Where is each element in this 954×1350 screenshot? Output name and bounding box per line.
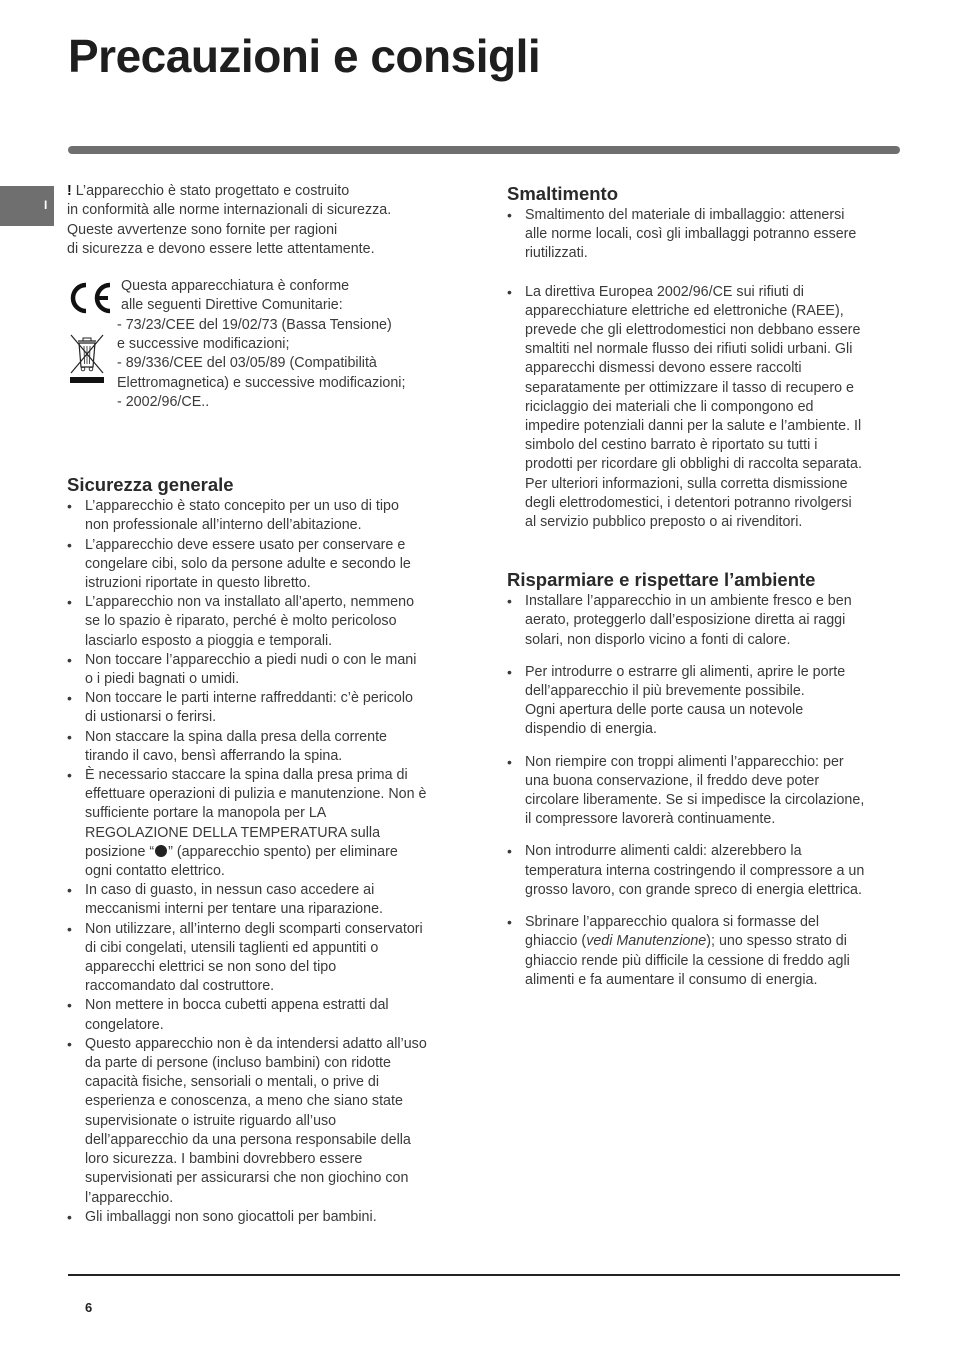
right-column [507,182,903,990]
footer-divider [68,1274,900,1276]
intro-line: di sicurezza e devono essere lette attentamente. [67,240,375,257]
compliance-line: - 89/336/CEE del 03/05/89 (Compatibilità [117,355,377,372]
left-column [67,182,459,1227]
page-number: 6 [85,1300,93,1315]
list-item: • L’apparecchio è stato concepito per un uso di tipo non professionale all’interno dell’abitazione. [67,497,459,535]
language-tab [0,186,54,226]
list-item: • Non staccare la spina dalla presa della corrente tirando il cavo, bensì afferrando la spina. [67,728,459,766]
section-heading-smaltimento: Smaltimento [507,183,619,204]
list-item: • Non toccare l’apparecchio a piedi nudi o con le mani o i piedi bagnati o umidi. [67,651,459,689]
crossed-out-bin-icon [69,333,105,385]
risparmiare-list [507,592,903,990]
intro-line: in conformità alle norme internazionali di sicurezza. [67,202,392,219]
sicurezza-list [67,497,459,1227]
list-item: • Non riempire con troppi alimenti l’apparecchio: per una buona conservazione, il freddo deve poter circolare liberamente. Se si impedisce la circolazione, il compressore lavorerà continuamente. [507,753,903,830]
list-item: • Sbrinare l’apparecchio qualora si formasse del ghiaccio (vedi Manutenzione); uno spesso strato di ghiaccio rende più difficile la cessione di freddo agli alimenti e fa aumentare il consumo di energia. [507,913,903,990]
compliance-line: e successive modificazioni; [117,336,290,353]
list-item: • Non utilizzare, all’interno degli scomparti conservatori di cibi congelati, utensili taglienti ed appuntiti o apparecchi elettrici se non sono del tipo raccomandato dal costruttore. [67,920,459,997]
list-item: • In caso di guasto, in nessun caso accedere ai meccanismi interni per tentare una riparazione. [67,881,459,919]
list-item: • Gli imballaggi non sono giocattoli per bambini. [67,1208,459,1227]
list-item: • Non toccare le parti interne raffreddanti: c’è pericolo di ustionarsi o ferirsi. [67,689,459,727]
compliance-line: Elettromagnetica) e successive modificazioni; [117,374,406,391]
smaltimento-list [507,206,903,532]
compliance-block [67,277,459,427]
off-position-dot-icon [155,845,167,857]
cross-reference: vedi Manutenzione [586,933,707,950]
header-divider [68,146,900,154]
intro-line: L’apparecchio è stato progettato e costruito [71,183,350,199]
ce-mark-icon [67,281,113,315]
intro-line: Queste avvertenze sono fornite per ragioni [67,221,338,238]
list-item: • Non introdurre alimenti caldi: alzerebbero la temperatura interna costringendo il compressore a un grosso lavoro, con grande spreco di energia elettrica. [507,842,903,900]
list-item: • La direttiva Europea 2002/96/CE sui rifiuti di apparecchiature elettriche ed elettroniche (RAEE), prevede che gli elettrodomestici non debbano essere smaltiti nel normale flusso dei rifiuti solidi urbani. Gli apparecchi dismessi devono essere raccolti separatamente per ottimizzare il tasso di recupero e riciclaggio dei materiali che li compongono ed impedire potenziali danni per la salute e l’ambiente. Il simbolo del cestino barrato è riportato su tutti i prodotti per ricordare gli obblighi di raccolta separata. Per ulteriori informazioni, sulla corretta dismissione degli elettrodomestici, i detentori potranno rivolgersi al servizio pubblico preposto o ai rivenditori. [507,283,903,533]
intro-paragraph [67,182,459,259]
warning-mark: ! [67,183,72,199]
list-item: • L’apparecchio deve essere usato per conservare e congelare cibi, solo da persone adulte e secondo le istruzioni riportate in questo libretto. [67,536,459,594]
compliance-line: alle seguenti Direttive Comunitarie: [121,297,343,314]
list-item: • Per introdurre o estrarre gli alimenti, aprire le porte dell’apparecchio il più brevemente possibile. Ogni apertura delle porte causa un notevole dispendio di energia. [507,663,903,740]
list-item: • Smaltimento del materiale di imballaggio: attenersi alle norme locali, così gli imballaggi potranno essere riutilizzati. [507,206,903,264]
compliance-line: Questa apparecchiatura è conforme [121,278,350,295]
list-item: • Non mettere in bocca cubetti appena estratti dal congelatore. [67,996,459,1034]
section-heading-risparmiare: Risparmiare e rispettare l’ambiente [507,569,816,591]
page-title: Precauzioni e consigli [68,30,541,82]
compliance-line: - 2002/96/CE.. [117,393,210,410]
section-heading-sicurezza: Sicurezza generale [67,474,234,496]
list-item: • L’apparecchio non va installato all’aperto, nemmeno se lo spazio è riparato, perché è molto pericoloso lasciarlo esposto a pioggia e temporali. [67,593,459,651]
list-item: • Installare l’apparecchio in un ambiente fresco e ben aerato, proteggerlo dall’esposizione diretta ai raggi solari, non disporlo vicino a fonti di calore. [507,592,903,650]
language-tab-label: I [44,198,48,212]
compliance-text [117,277,405,412]
compliance-line: - 73/23/CEE del 19/02/73 (Bassa Tensione) [117,316,392,333]
list-item: • È necessario staccare la spina dalla presa prima di effettuare operazioni di pulizia e manutenzione. Non è sufficiente portare la manopola per LA REGOLAZIONE DELLA TEMPERATURA sulla posizione “ ” (apparecchio spento) per eliminare ogni contatto elettrico. [67,766,459,881]
list-item: • Questo apparecchio non è da intendersi adatto all’uso da parte di persone (incluso bambini) con ridotte capacità fisiche, sensoriali o mentali, o prive di esperienza e conoscenza, a meno che siano state supervisionate o istruite riguardo all’uso dell’apparecchio da una persona responsabile della loro sicurezza. I bambini dovrebbero essere supervisionati per assicurarsi che non giochino con l’apparecchio. [67,1035,459,1208]
